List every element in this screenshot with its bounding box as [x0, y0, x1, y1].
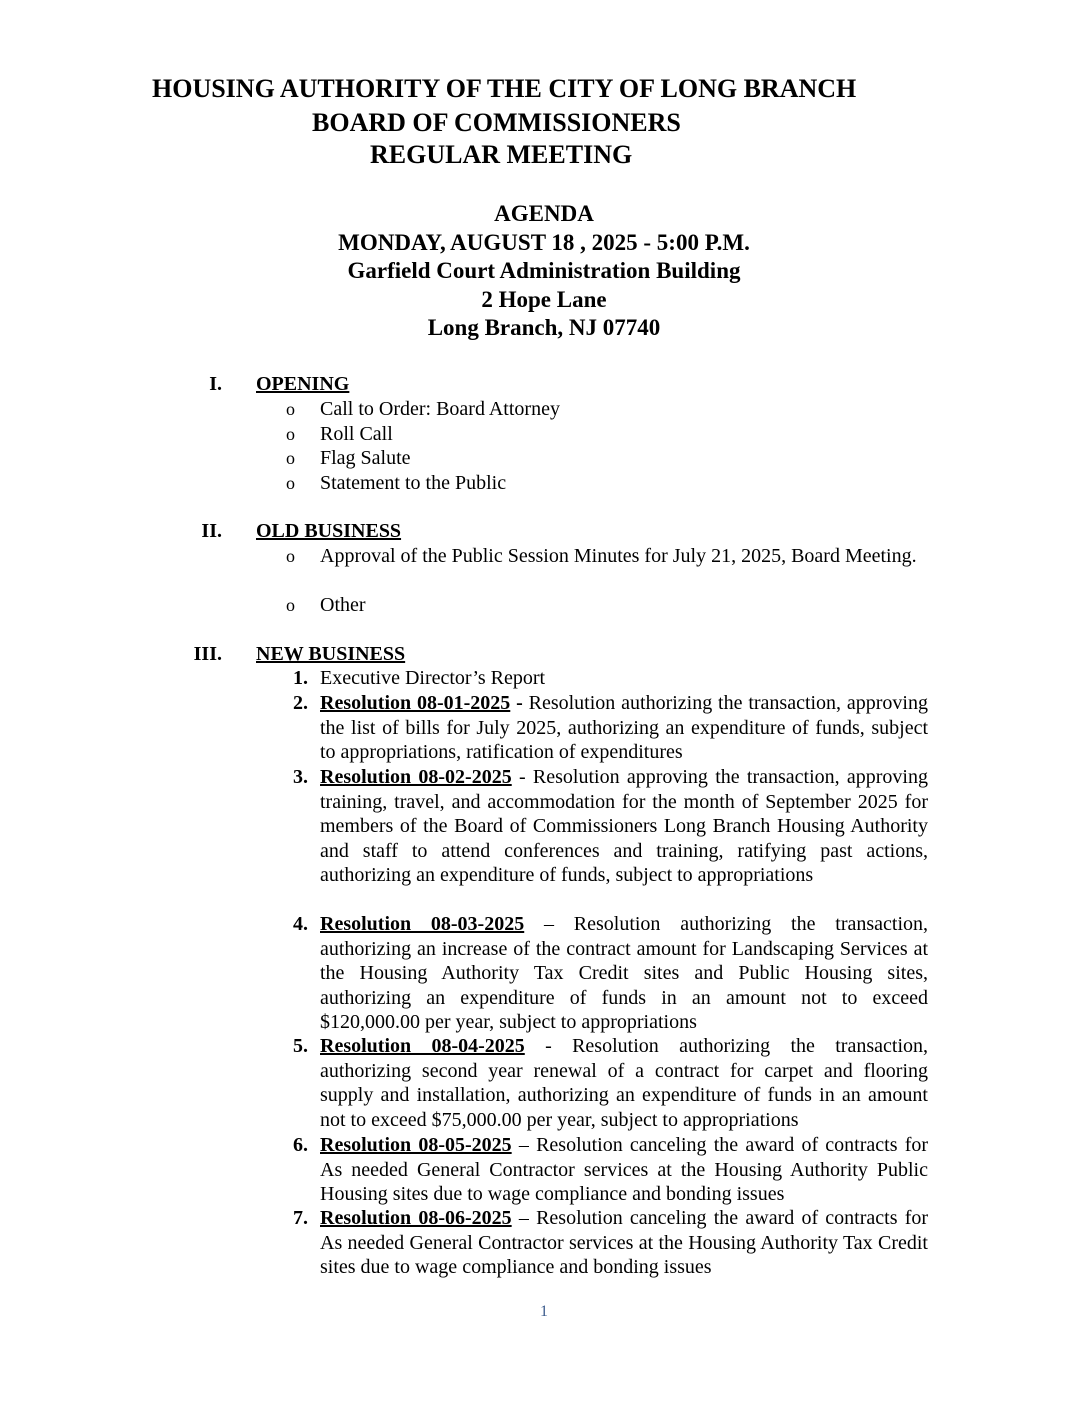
organization-title: HOUSING AUTHORITY OF THE CITY OF LONG BRANCH: [152, 74, 857, 103]
item-text: [320, 1133, 928, 1207]
resolution-separator: –: [511, 1207, 537, 1229]
resolution-description: Resolution approving the transaction, approving training, travel, and accommodation for the month of September 2025 for members of the Board of Commissioners Long Branch Housing Authority and staff to attend conferences and training, ratifying past actions, authorizing an expenditure of funds, subject to appropriations: [320, 766, 928, 886]
item-text: Executive Director’s Report: [320, 667, 546, 689]
list-item: [286, 471, 928, 496]
item-number: 2.: [293, 692, 308, 714]
list-item-text: Approval of the Public Session Minutes for July 21, 2025, Board Meeting.: [320, 545, 917, 567]
numbered-item: [286, 1206, 928, 1280]
resolution-description: Resolution authorizing the transaction, authorizing an increase of the contract amount for Landscaping Services at the Housing Authority Tax Credit sites and Public Housing sites, authorizing an expenditure of funds in an amount not to exceed $120,000.00 per year, subject to appropriations: [320, 913, 929, 1033]
meeting-street: 2 Hope Lane: [481, 286, 607, 312]
item-text: [320, 1034, 928, 1132]
resolution-id: Resolution 08-01-2025: [320, 692, 511, 714]
resolution-description: Resolution authorizing the transaction, approving the list of bills for July 2025, authorizing an expenditure of funds, subject to appropriations, ratification of expenditures: [320, 692, 928, 763]
item-text: [320, 691, 928, 765]
list-item-text: Other: [320, 594, 366, 616]
list-item: [286, 397, 928, 422]
bullet-marker: o: [286, 546, 295, 566]
list-item: [286, 446, 928, 471]
bullet-marker: o: [286, 399, 295, 419]
bullet-marker: o: [286, 472, 295, 493]
resolution-description: Resolution canceling the award of contracts for As needed General Contractor services at the Housing Authority Public Housing sites due to wage compliance and bonding issues: [320, 1134, 929, 1205]
resolution-id: Resolution 08-06-2025: [320, 1207, 512, 1229]
list-item: [286, 544, 928, 569]
item-text: [320, 912, 928, 1035]
meeting-date: MONDAY, AUGUST 18 , 2025 - 5:00 P.M.: [338, 229, 750, 255]
resolution-id: Resolution 08-05-2025: [320, 1134, 512, 1156]
item-number: 7.: [293, 1207, 308, 1229]
meeting-info: [0, 200, 1088, 343]
bullet-marker: o: [286, 448, 295, 468]
item-number: 5.: [293, 1035, 308, 1057]
item-text: [320, 765, 928, 888]
list-item: [286, 593, 928, 618]
resolution-separator: –: [511, 1134, 537, 1156]
section-title-opening: OPENING: [256, 373, 350, 395]
meeting-type-title: REGULAR MEETING: [370, 140, 633, 169]
section-numeral: I.: [209, 373, 222, 395]
section-numeral: III.: [193, 643, 222, 665]
meeting-city: Long Branch, NJ 07740: [427, 315, 661, 341]
resolution-separator: -: [511, 766, 533, 788]
numbered-item: [286, 765, 928, 888]
resolution-separator: -: [510, 692, 529, 714]
resolution-id: Resolution 08-02-2025: [320, 766, 512, 788]
list-item-text: Statement to the Public: [320, 471, 507, 494]
board-title: BOARD OF COMMISSIONERS: [312, 108, 681, 137]
item-number: 3.: [293, 766, 308, 788]
resolution-id: Resolution 08-04-2025: [320, 1035, 525, 1057]
bullet-marker: o: [286, 595, 295, 615]
list-item-text: Roll Call: [320, 422, 393, 445]
numbered-item: [286, 666, 928, 691]
item-number: 1.: [293, 667, 308, 689]
resolution-separator: –: [524, 913, 574, 935]
resolution-description: Resolution authorizing the transaction, authorizing second year renewal of a contract for carpet and flooring supply and installation, authorizing an expenditure of funds in an amount not to exceed $75,000.00 per year, subject to appropriations: [320, 1035, 928, 1131]
section-title-old-business: OLD BUSINESS: [256, 520, 402, 542]
numbered-item: [286, 1133, 928, 1207]
list-item-text: Flag Salute: [320, 447, 411, 469]
resolution-id: Resolution 08-03-2025: [320, 913, 525, 935]
bullet-marker: o: [286, 423, 295, 444]
numbered-item: [286, 691, 928, 765]
item-text: [320, 1206, 928, 1280]
numbered-item: [286, 1034, 928, 1132]
section-numeral: II.: [201, 520, 222, 542]
meeting-building: Garfield Court Administration Building: [347, 258, 741, 284]
item-number: 4.: [293, 913, 308, 935]
section-title-new-business: NEW BUSINESS: [256, 643, 406, 665]
item-number: 6.: [293, 1134, 308, 1156]
resolution-description: Resolution canceling the award of contracts for As needed General Contractor services at the Housing Authority Tax Credit sites due to wage compliance and bonding issues: [320, 1207, 929, 1278]
list-item-text: Call to Order: Board Attorney: [320, 398, 560, 420]
page-number: 1: [540, 1303, 548, 1320]
numbered-item: [286, 912, 928, 1035]
list-item: [286, 422, 928, 447]
agenda-heading: AGENDA: [494, 201, 594, 226]
resolution-separator: -: [524, 1035, 573, 1057]
